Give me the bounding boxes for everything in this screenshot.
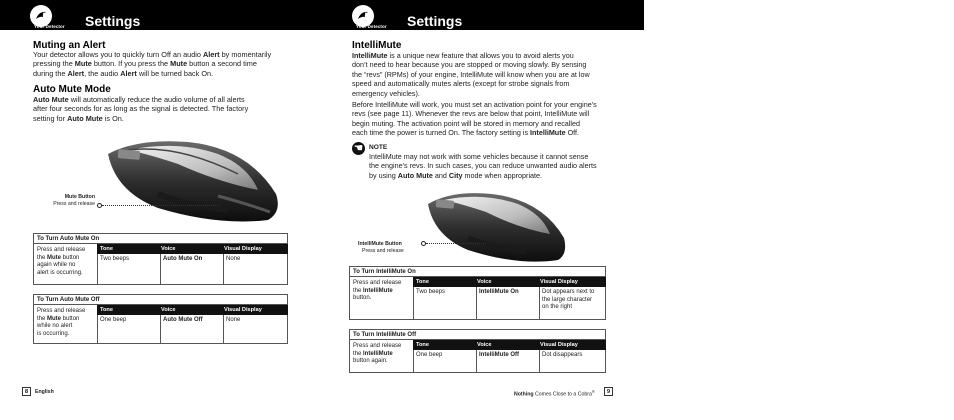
table-action: Press and release the Mute button while no alert is occurring.: [37, 308, 86, 337]
cell-voice: IntelliMute On: [479, 289, 519, 295]
col-visual-display: Visual Display: [224, 307, 262, 313]
cell-display: None: [226, 317, 241, 323]
page-title: Settings: [85, 13, 141, 29]
footer-language: English: [35, 389, 54, 395]
cell-display: Dot appears next to the large character on the right: [542, 289, 595, 310]
cell-tone: Two beeps: [100, 256, 130, 262]
table-title: To Turn Auto Mute Off: [34, 295, 287, 305]
callout-leader-line: [102, 205, 220, 206]
left-page: [0, 0, 322, 420]
page-number: 8: [22, 387, 31, 396]
col-voice: Voice: [477, 342, 492, 348]
note-hand-icon: ☚: [352, 142, 365, 155]
radar-detector-image: [422, 188, 572, 266]
table-header-row: [413, 277, 606, 287]
cell-display: Dot disappears: [542, 352, 583, 358]
note-label: NOTE: [369, 144, 388, 151]
table-action: Press and release the IntelliMute button again.: [353, 343, 402, 365]
col-visual-display: Visual Display: [224, 246, 262, 252]
intellimute-para-2: Before IntelliMute will work, you must set an activation point for your engine’s revs (see page 11). Whenever the revs are below that point, IntelliMute will begin muting. The activation point will be stored in memory and recalled each time the power is turned On. The factory setting is IntelliMute Off.: [352, 100, 597, 138]
heading-intellimute: IntelliMute: [352, 40, 402, 51]
cell-tone: One beep: [100, 317, 127, 323]
intellimute-para-1: IntelliMute is a unique new feature that allows you to avoid alerts you don’t need to hear because you are stopped or moving slowly. By sensing the “revs” (RPMs) of your engine, IntelliMute will know when you are at low speed and automatically mutes alerts (except for strobe signals from emergency vehicles).: [352, 51, 590, 98]
callout-intellimute-button: IntelliMute Button Press and release: [358, 241, 404, 254]
table-title: To Turn IntelliMute Off: [350, 330, 605, 340]
page-header: [0, 0, 322, 30]
table-action: Press and release the Mute button again while no alert is occurring.: [37, 247, 86, 276]
page-header: [322, 0, 644, 30]
col-tone: Tone: [100, 246, 113, 252]
table-intellimute-on: [349, 266, 606, 320]
table-intellimute-off: [349, 329, 606, 373]
cell-display: None: [226, 256, 241, 262]
heading-muting-alert: Muting an Alert: [33, 40, 106, 51]
right-page: [322, 0, 644, 420]
heading-auto-mute-mode: Auto Mute Mode: [33, 84, 111, 95]
table-header-row: [97, 244, 288, 254]
note-text: IntelliMute may not work with some vehicles because it cannot sense the engine’s revs. In such cases, you can reduce unwanted audio alerts by using Auto Mute and City mode when appropriate.: [369, 152, 597, 180]
cell-voice: Auto Mute Off: [163, 317, 203, 323]
col-voice: Voice: [477, 279, 492, 285]
callout-mute-button: Mute Button Press and release: [53, 194, 95, 207]
radar-detector-image: [98, 134, 288, 226]
col-voice: Voice: [161, 246, 176, 252]
cell-voice: Auto Mute On: [163, 256, 203, 262]
table-auto-mute-off: [33, 294, 288, 344]
table-header-row: [97, 305, 288, 315]
header-caption: Your Detector: [356, 24, 387, 29]
table-title: To Turn Auto Mute On: [34, 234, 287, 244]
footer-tagline: Nothing Comes Close to a Cobra®: [514, 389, 595, 398]
table-header-row: [413, 340, 606, 350]
cell-voice: IntelliMute Off: [479, 352, 519, 358]
page-number: 9: [604, 387, 613, 396]
cell-tone: One beep: [416, 352, 443, 358]
table-auto-mute-on: [33, 233, 288, 285]
col-visual-display: Visual Display: [540, 342, 578, 348]
header-caption: Your Detector: [34, 24, 65, 29]
blank-area: [644, 0, 954, 420]
page-title: Settings: [407, 13, 463, 29]
cell-tone: Two beeps: [416, 289, 446, 295]
col-visual-display: Visual Display: [540, 279, 578, 285]
col-tone: Tone: [416, 279, 429, 285]
table-action: Press and release the IntelliMute button.: [353, 280, 402, 302]
auto-mute-text: Auto Mute will automatically reduce the audio volume of all alerts after four seconds for as long as the signal is detected. The factory setting for Auto Mute is On.: [33, 95, 249, 123]
col-tone: Tone: [416, 342, 429, 348]
table-title: To Turn IntelliMute On: [350, 267, 605, 277]
col-voice: Voice: [161, 307, 176, 313]
col-tone: Tone: [100, 307, 113, 313]
muting-alert-text: Your detector allows you to quickly turn Off an audio Alert by momentarily pressing the Mute button. If you press the Mute button a second time during the Alert, the audio Alert will be turned back On.: [33, 50, 272, 78]
callout-leader-line: [426, 243, 486, 244]
